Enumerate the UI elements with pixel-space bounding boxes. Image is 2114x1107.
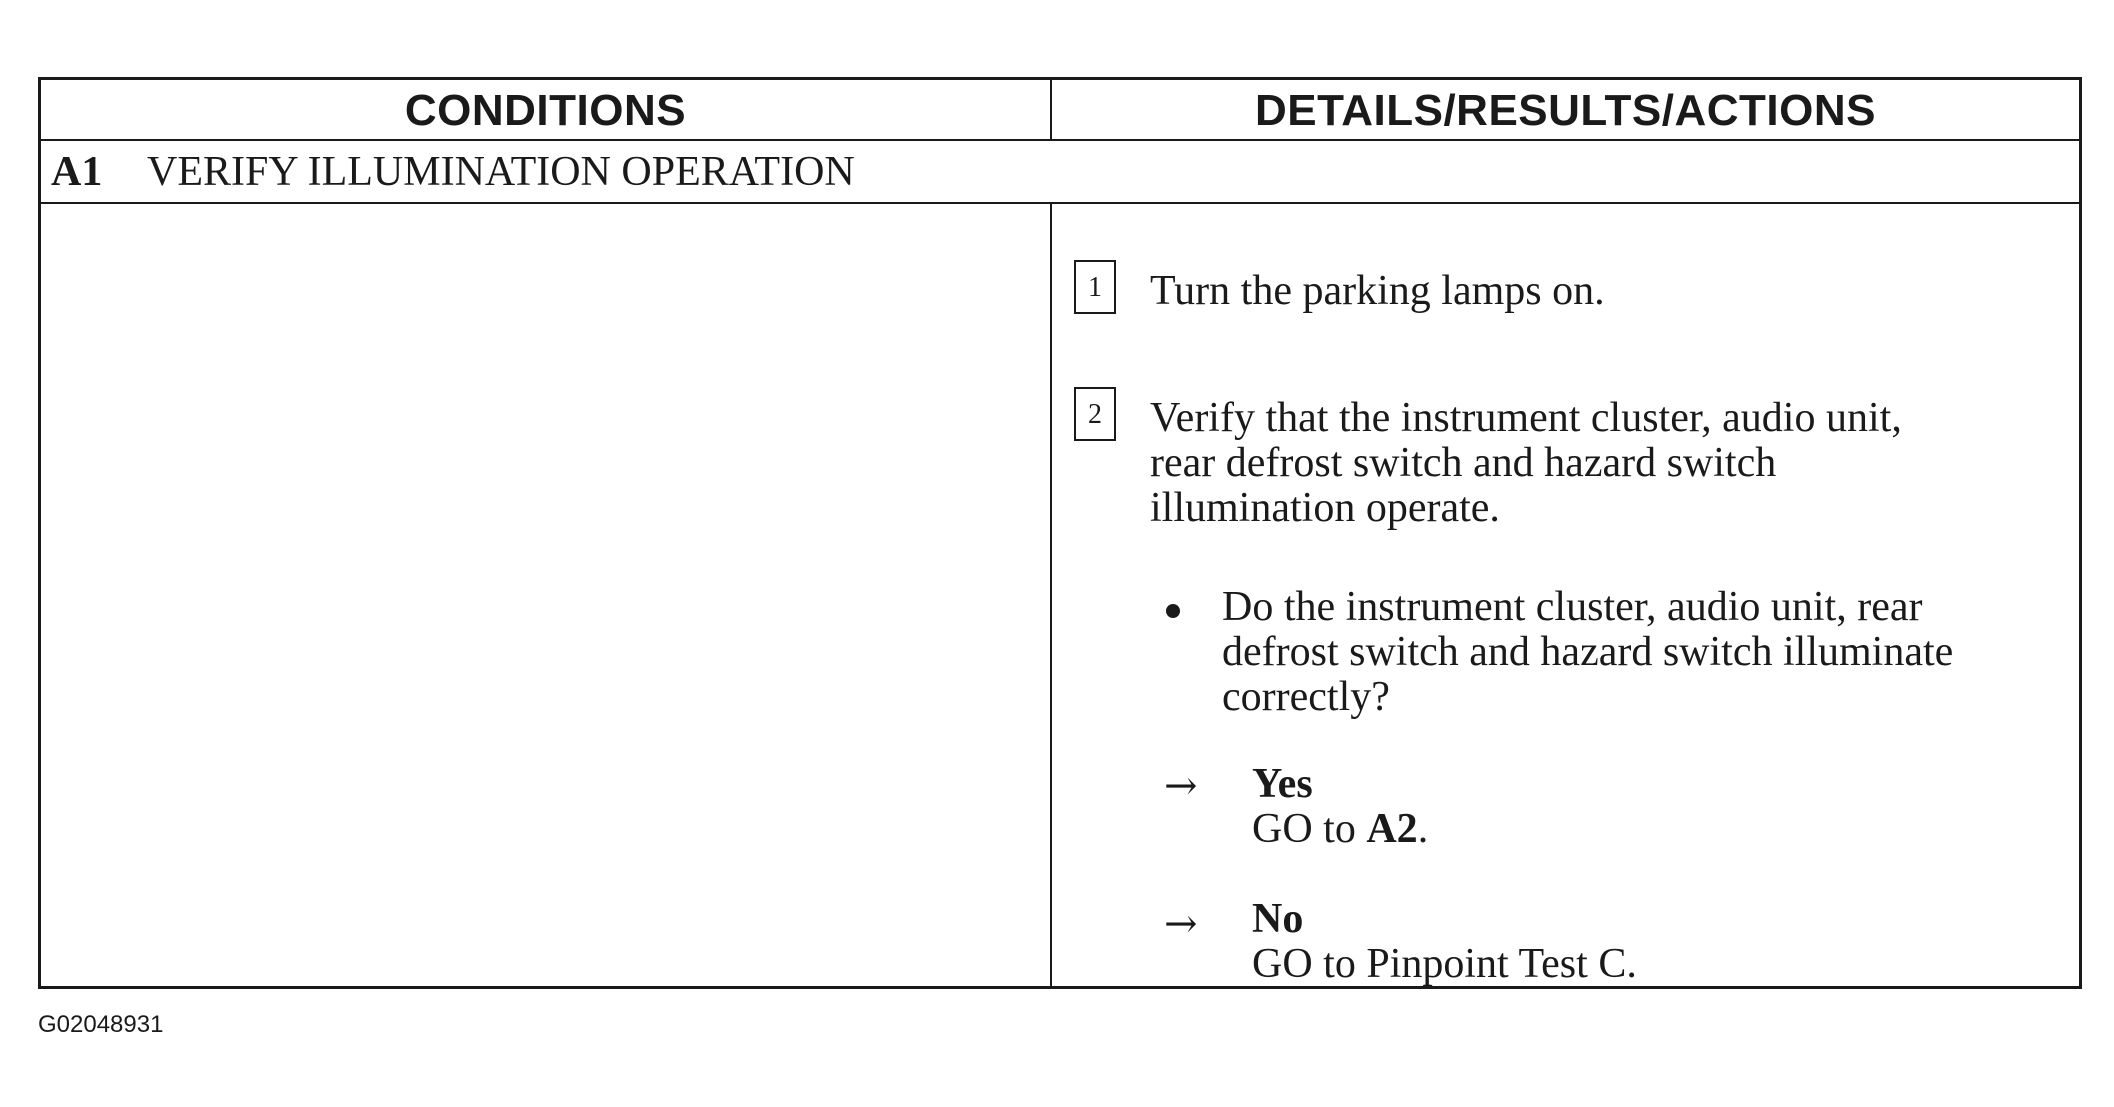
step-title: VERIFY ILLUMINATION OPERATION [147, 148, 855, 195]
outcome-yes-action [1252, 807, 1428, 852]
outcome-no-action: GO to Pinpoint Test C. [1252, 941, 1637, 987]
outcome-yes-action-target: A2 [1366, 806, 1418, 852]
outcome-no-label: No [1252, 896, 1304, 942]
right-arrow-icon: → [1164, 901, 1198, 947]
table-header-row [41, 80, 2079, 141]
outcome-no [1252, 897, 1637, 987]
step-2-text [1150, 396, 1902, 531]
step-2-line: illumination operate. [1150, 485, 1500, 531]
diagnostic-table [38, 77, 2082, 989]
question-line: correctly? [1222, 674, 1390, 720]
details-cell [1052, 204, 2079, 986]
bullet-icon [1166, 604, 1180, 618]
step-2-line: rear defrost switch and hazard switch [1150, 440, 1777, 486]
details-header: DETAILS/RESULTS/ACTIONS [1255, 85, 1876, 135]
step-id: A1 [51, 148, 103, 195]
conditions-cell [41, 204, 1052, 986]
right-arrow-icon: → [1164, 763, 1198, 809]
step-1-text: Turn the parking lamps on. [1150, 268, 1605, 314]
outcome-yes-label: Yes [1252, 761, 1313, 807]
step-number-box: 1 [1074, 260, 1116, 314]
figure-code: G02048931 [38, 1011, 164, 1038]
step-title-row [41, 141, 2079, 204]
step-2-line: Verify that the instrument cluster, audio unit, [1150, 395, 1902, 441]
outcome-yes [1252, 762, 1428, 852]
step-number-box: 2 [1074, 387, 1116, 441]
conditions-header: CONDITIONS [41, 80, 1052, 141]
question-text [1222, 585, 1953, 720]
question-line: Do the instrument cluster, audio unit, rear [1222, 584, 1923, 630]
question-line: defrost switch and hazard switch illuminate [1222, 629, 1954, 675]
outcome-yes-action-prefix: GO to [1252, 806, 1367, 852]
outcome-yes-action-suffix: . [1417, 806, 1429, 852]
